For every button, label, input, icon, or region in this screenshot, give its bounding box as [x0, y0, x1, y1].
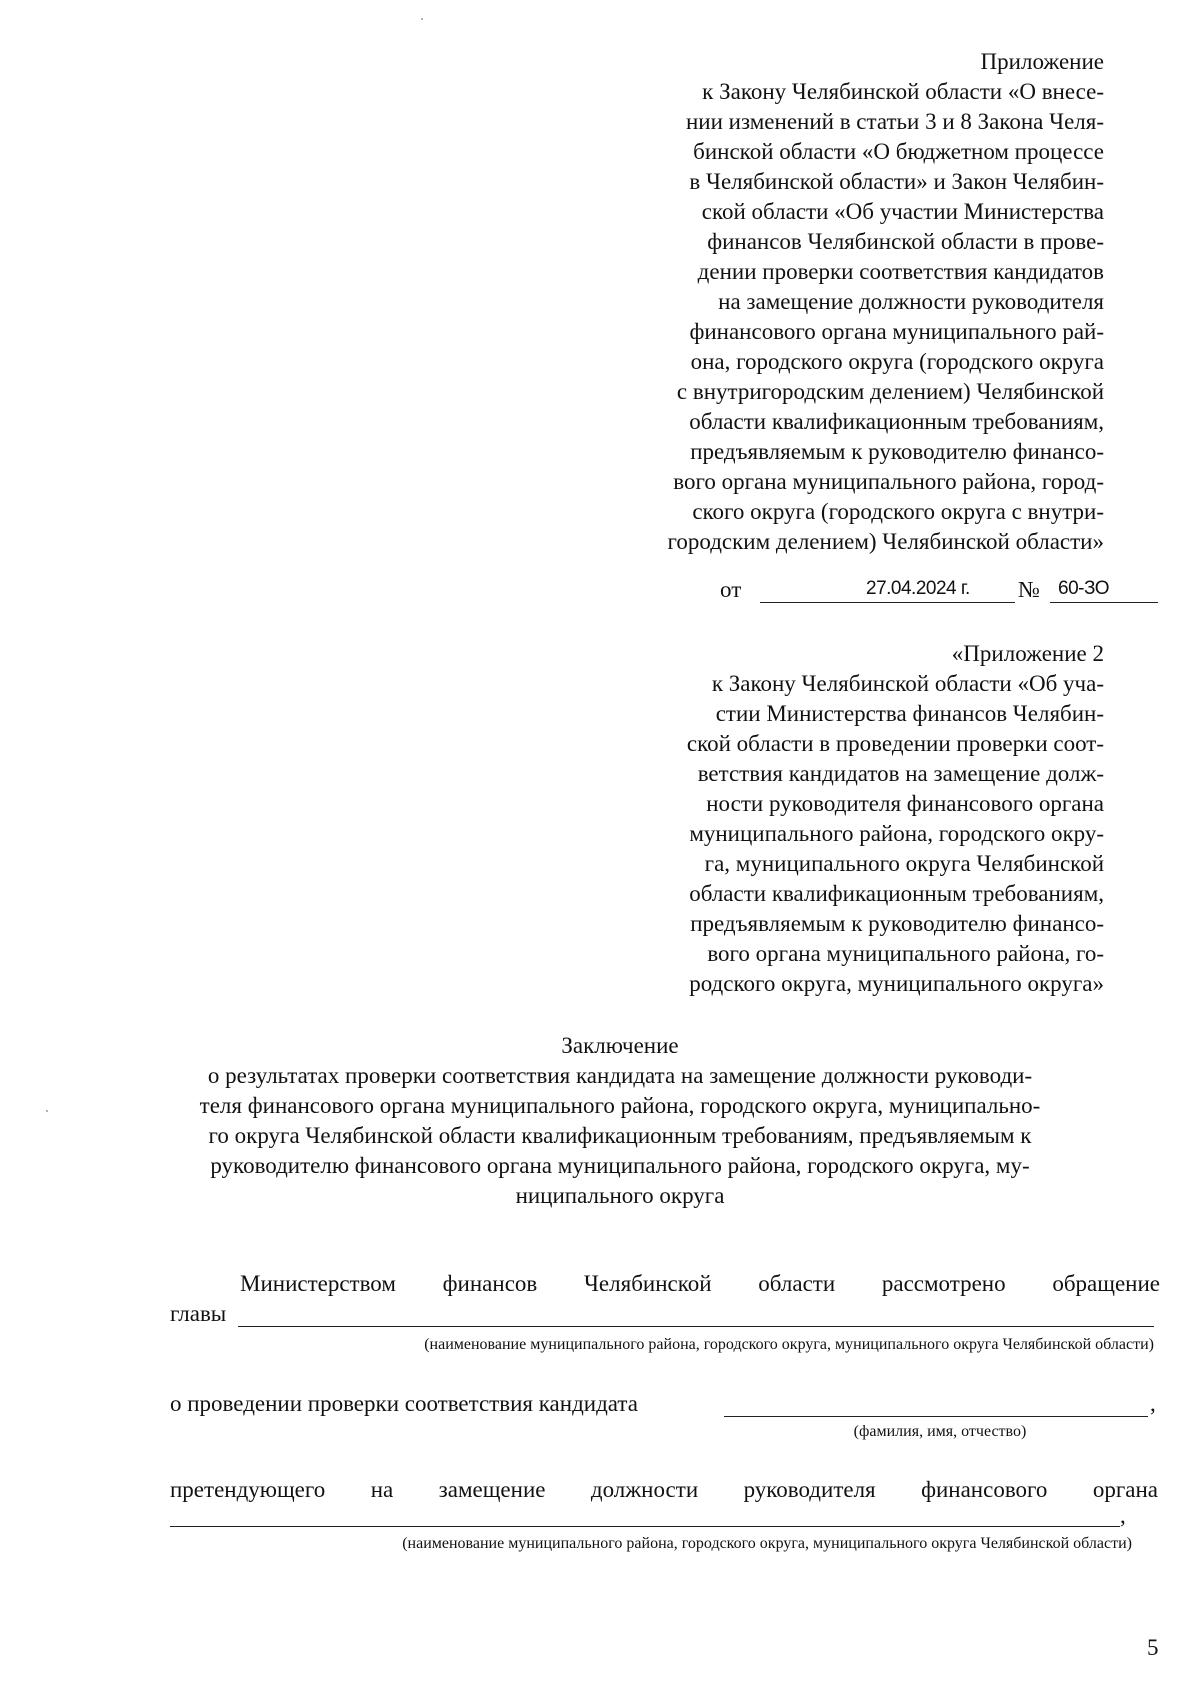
appendix2-title: «Приложение 2	[951, 641, 1104, 666]
comma: ,	[1120, 1503, 1126, 1528]
conclusion-subtitle-line: руководителю финансового органа муниципального района, городского округа, му-	[210, 1153, 1030, 1178]
date-underline	[760, 602, 1015, 603]
ministry-statement: Министерством финансов Челябинской области рассмотрено обращение	[240, 1271, 1160, 1296]
scan-speck	[46, 1110, 48, 1112]
appendix2-line: га, муниципального округа Челябинской	[704, 851, 1104, 876]
appendix-line: области квалификационным требованиям,	[689, 409, 1104, 434]
appendix-line: городским делением) Челябинской области»	[667, 529, 1104, 554]
appendix2-line: области квалификационным требованиям,	[689, 881, 1104, 906]
appendix-line: ской области «Об участии Министерства	[701, 199, 1104, 224]
appendix-line: финансового органа муниципального рай-	[689, 319, 1104, 344]
law-date: 27.04.2024 г.	[866, 578, 970, 599]
candidate-name-field[interactable]	[724, 1416, 1148, 1417]
candidate-check-label: о проведении проверки соответствия кандидата	[170, 1391, 638, 1416]
appendix-line: вого органа муниципального района, город-	[673, 469, 1104, 494]
appendix2-line: предъявляемым к руководителю финансо-	[690, 911, 1104, 936]
appendix2-line: родского округа, муниципального округа»	[689, 971, 1104, 996]
appendix-line: финансов Челябинской области в прове-	[707, 229, 1104, 254]
appendix-line: на замещение должности руководителя	[718, 289, 1104, 314]
appendix-line: предъявляемым к руководителю финансо-	[690, 439, 1104, 464]
municipality-field[interactable]	[238, 1326, 1154, 1327]
appendix2-line: ности руководителя финансового органа	[706, 791, 1104, 816]
appendix2-line: ской области в проведении проверки соот-	[686, 731, 1104, 756]
law-number: 60-ЗО	[1058, 578, 1110, 599]
candidate-name-hint: (фамилия, имя, отчество)	[853, 1423, 1027, 1440]
appendix-line: она, городского округа (городского округа	[690, 349, 1104, 374]
comma: ,	[1150, 1391, 1156, 1416]
appendix2-line: ветствия кандидатов на замещение долж-	[697, 761, 1104, 786]
date-prefix: от	[720, 577, 742, 602]
appendix-line: бинской области «О бюджетном процессе	[693, 139, 1104, 164]
appendix2-line: стии Министерства финансов Челябин-	[715, 701, 1104, 726]
appendix2-line: муниципального района, городского окру-	[689, 821, 1104, 846]
scan-speck	[421, 18, 423, 20]
position-statement: претендующего на замещение должности руководителя финансового органа	[170, 1477, 1158, 1502]
appendix-line: к Закону Челябинской области «О внесе-	[702, 79, 1104, 104]
municipality-hint: (наименование муниципального района, городского округа, муниципального округа Челябинской области)	[424, 1336, 1154, 1353]
position-municipality-hint: (наименование муниципального района, городского округа, муниципального округа Челябинской области)	[402, 1535, 1132, 1552]
appendix2-line: к Закону Челябинской области «Об уча-	[711, 671, 1104, 696]
conclusion-subtitle-line: теля финансового органа муниципального района, городского округа, муниципально-	[199, 1093, 1041, 1118]
appendix-line: с внутригородским делением) Челябинской	[676, 379, 1104, 404]
page-number: 5	[1147, 1635, 1159, 1660]
number-prefix: №	[1018, 577, 1040, 602]
conclusion-title: Заключение	[561, 1033, 679, 1058]
head-label: главы	[170, 1301, 227, 1326]
appendix2-line: вого органа муниципального района, го-	[707, 941, 1104, 966]
position-municipality-field[interactable]	[170, 1526, 1120, 1527]
appendix-line: ского округа (городского округа с внутри-	[692, 499, 1104, 524]
conclusion-subtitle-line: ниципального округа	[515, 1183, 725, 1208]
appendix-line: дении проверки соответствия кандидатов	[697, 259, 1104, 284]
appendix-title: Приложение	[980, 49, 1104, 74]
appendix-line: нии изменений в статьи 3 и 8 Закона Челя-	[686, 109, 1104, 134]
conclusion-subtitle-line: го округа Челябинской области квалификационным требованиям, предъявляемым к	[208, 1123, 1032, 1148]
appendix-line: в Челябинской области» и Закон Челябин-	[689, 169, 1104, 194]
number-underline	[1050, 602, 1158, 603]
conclusion-subtitle-line: о результатах проверки соответствия кандидата на замещение должности руководи-	[207, 1063, 1033, 1088]
